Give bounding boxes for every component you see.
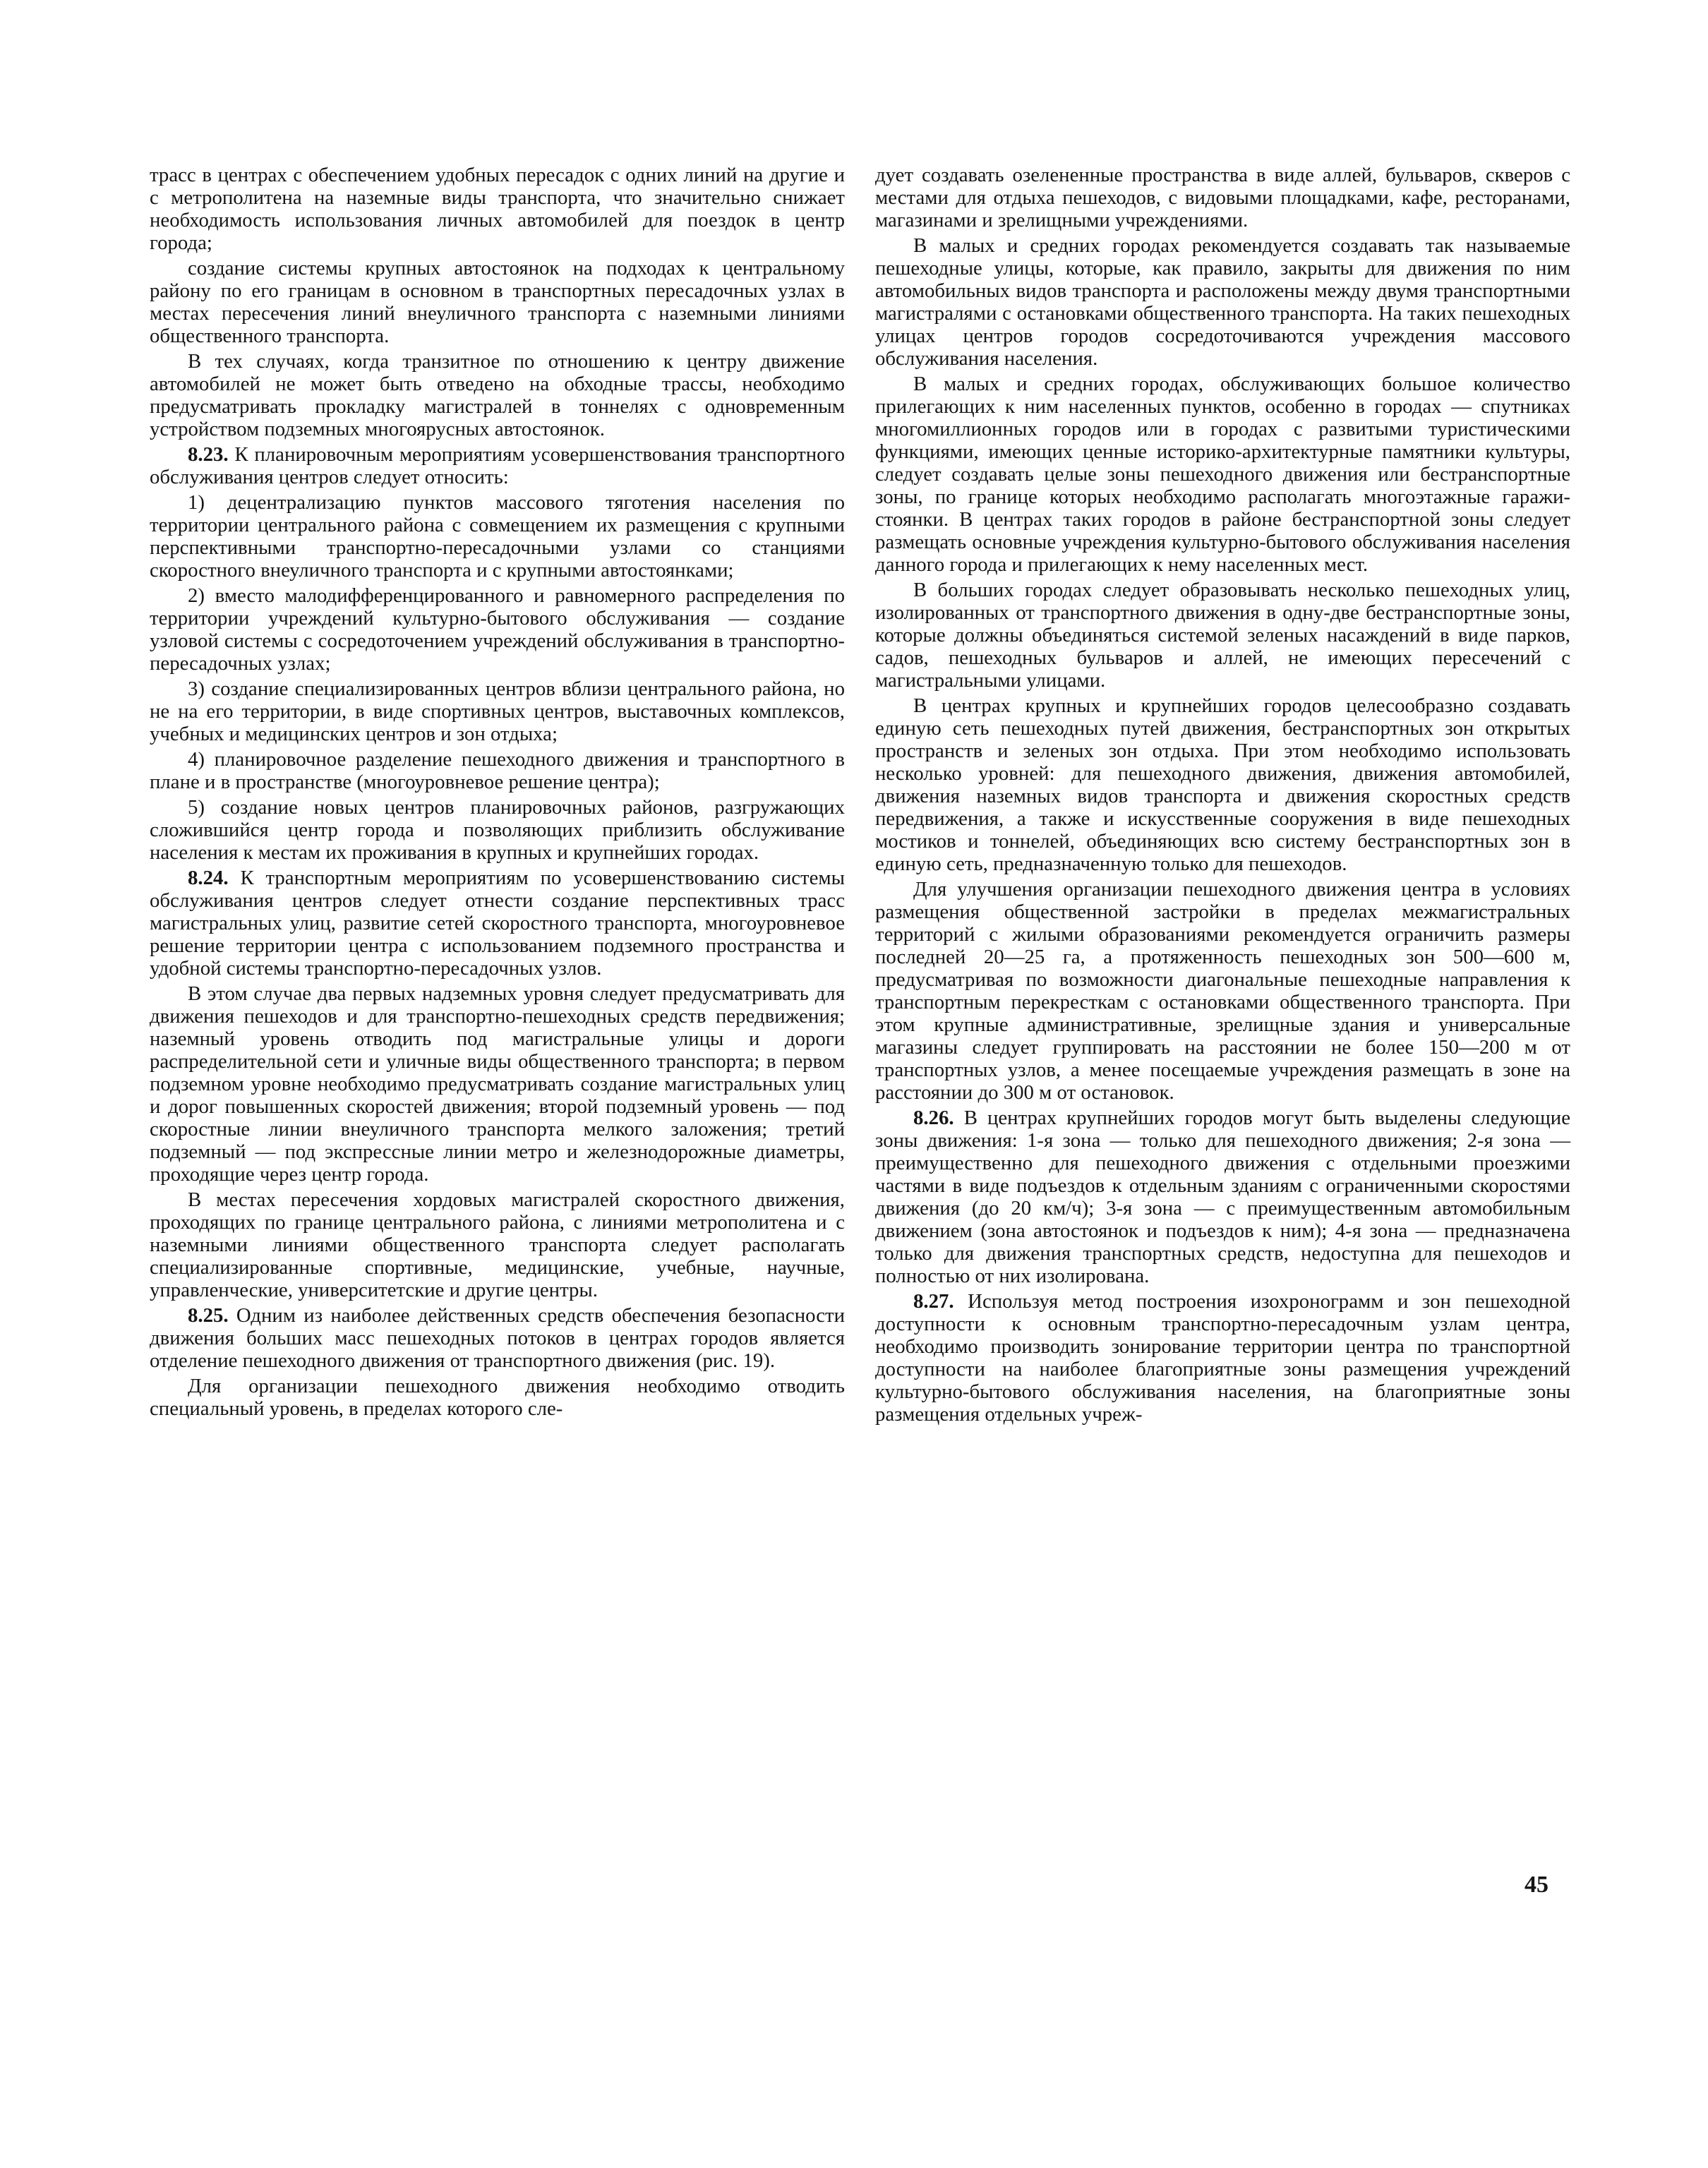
left-column <box>150 164 845 1423</box>
paragraph-text: Для улучшения организации пешеходного движения центра в условиях размещения общественной застройки в пределах межмагистральных территорий с жилыми образованиями рекомендуется ограничить размеры последней 20—25 га, а протяженность пешеходных зон 500—600 м, предусматривая по возможности диагональные пешеходные направления к транспортным перекресткам с остановками общественного транспорта. При этом крупные административные, зрелищные здания и универсальные магазины следует группировать на расстоянии не более 150—200 м от транспортных узлов, а менее посещаемые учреждения размещать в зоне на расстоянии до 300 м от остановок. <box>875 878 1570 1104</box>
paragraph <box>150 982 845 1186</box>
paragraph <box>150 678 845 745</box>
paragraph <box>875 694 1570 875</box>
paragraph <box>150 584 845 675</box>
section-number: 8.25. <box>188 1304 229 1327</box>
paragraph-text: создание системы крупных автостоянок на подходах к центральному району по его границам в основном в транспортных пересадочных узлах в местах пересечения линий внеуличного транспорта с наземными линиями общественного транспорта. <box>150 257 845 347</box>
paragraph <box>875 164 1570 231</box>
paragraph-text: 3) создание специализированных центров вблизи центрального района, но не на его территории, в виде спортивных центров, выставочных комплексов, учебных и медицинских центров и зон отдыха; <box>150 678 845 745</box>
paragraph <box>150 867 845 980</box>
paragraph-text: Одним из наиболее действенных средств обеспечения безопасности движения больших масс пешеходных потоков в центрах городов является отделение пешеходного движения от транспортного движения (рис. 19). <box>150 1304 845 1372</box>
paragraph <box>875 1290 1570 1426</box>
paragraph-text: 1) децентрализацию пунктов массового тяготения населения по территории центрального района с совмещением их размещения с крупными перспективными транспортно-пересадочными узлами со станциями скоростного внеуличного транспорта и с крупными автостоянками; <box>150 491 845 582</box>
paragraph-text: дует создавать озелененные пространства в виде аллей, бульваров, скверов с местами для отдыха пешеходов, с видовыми площадками, кафе, ресторанами, магазинами и зрелищными учреждениями. <box>875 164 1570 231</box>
section-number: 8.23. <box>188 443 229 466</box>
paragraph <box>150 748 845 793</box>
paragraph <box>875 878 1570 1104</box>
paragraph-text: В местах пересечения хордовых магистралей скоростного движения, проходящих по границе центрального района, с линиями метрополитена и с наземными линиями общественного транспорта следует располагать специализированные спортивные, медицинские, учебные, научные, управленческие, университетские и другие центры. <box>150 1188 845 1301</box>
paragraph-text: 5) создание новых центров планировочных районов, разгружающих сложившийся центр города и позволяющих приблизить обслуживание населения к местам их проживания в крупных и крупнейших городах. <box>150 796 845 864</box>
paragraph <box>875 1107 1570 1287</box>
paragraph <box>150 1188 845 1301</box>
section-number: 8.27. <box>913 1290 954 1313</box>
section-number: 8.24. <box>188 867 229 889</box>
paragraph <box>150 164 845 254</box>
paragraph-text: В этом случае два первых надземных уровня следует предусматривать для движения пешеходов и для транспортно-пешеходных средств передвижения; наземный уровень отводить под магистральные улицы и дороги распределительной сети и уличные виды общественного транспорта; в первом подземном уровне необходимо предусматривать создание магистральных улиц и дорог повышенных скоростей движения; второй подземный уровень — под скоростные линии внеуличного транспорта мелкого заложения; третий подземный — под экспрессные линии метро и железнодорожные диаметры, проходящие через центр города. <box>150 982 845 1186</box>
page-number: 45 <box>1524 1872 1548 1898</box>
paragraph <box>150 491 845 582</box>
paragraph-text: В малых и средних городах рекомендуется создавать так называемые пешеходные улицы, которые, как правило, закрыты для движения по ним автомобильных видов транспорта и расположены между двумя транспортными магистралями с остановками общественного транспорта. На таких пешеходных улицах центров городов сосредоточиваются учреждения массового обслуживания населения. <box>875 234 1570 370</box>
paragraph-text: В тех случаях, когда транзитное по отношению к центру движение автомобилей не может быть отведено на обходные трассы, необходимо предусматривать прокладку магистралей в тоннелях с одновременным устройством подземных многоярусных автостоянок. <box>150 350 845 440</box>
paragraph <box>150 443 845 488</box>
paragraph-text: В малых и средних городах, обслуживающих большое количество прилегающих к ним населенных пунктов, особенно в городах — спутниках многомиллионных городов или в городах с развитыми туристическими функциями, имеющих ценные историко-архитектурные памятники культуры, следует создавать целые зоны пешеходного движения или бестранспортные зоны, по границе которых необходимо располагать многоэтажные гаражи-стоянки. В центрах таких городов в районе бестранспортной зоны следует размещать основные учреждения культурно-бытового обслуживания населения данного города и прилегающих к нему населенных мест. <box>875 373 1570 576</box>
paragraph <box>150 1375 845 1420</box>
paragraph <box>875 234 1570 370</box>
paragraph-text: Используя метод построения изохронограмм и зон пешеходной доступности к основным транспортно-пересадочным узлам центра, необходимо производить зонирование территории центра по транспортной доступности на наиболее благоприятные зоны размещения учреждений культурно-бытового обслуживания населения, на благоприятные зоны размещения отдельных учреж- <box>875 1290 1570 1426</box>
paragraph-text: Для организации пешеходного движения необходимо отводить специальный уровень, в пределах которого сле- <box>150 1375 845 1420</box>
paragraph-text: В центрах крупнейших городов могут быть выделены следующие зоны движения: 1-я зона — только для пешеходного движения; 2-я зона — преимущественно для пешеходного движения с отдельными проезжими частями в виде подъездов к отдельным зданиям с ограниченными скоростями движения (до 20 км/ч); 3-я зона — с преимущественным автомобильным движением (зона автостоянок и подъездов к ним); 4-я зона — предназначена только для движения транспортных средств, недоступна для пешеходов и полностью от них изолирована. <box>875 1107 1571 1287</box>
paragraph <box>150 796 845 864</box>
section-number: 8.26. <box>913 1107 954 1129</box>
paragraph-text: 4) планировочное разделение пешеходного движения и транспортного в плане и в пространстве (многоуровневое решение центра); <box>150 748 845 793</box>
paragraph-text: К транспортным мероприятиям по усовершенствованию системы обслуживания центров следует отнести создание перспективных трасс магистральных улиц, развитие сетей скоростного транспорта, многоуровневое решение территории центра с использованием подземного пространства и удобной системы транспортно-пересадочных узлов. <box>150 867 845 980</box>
paragraph <box>150 350 845 440</box>
paragraph <box>875 373 1570 576</box>
paragraph-text: 2) вместо малодифференцированного и равномерного распределения по территории учреждений культурно-бытового обслуживания — создание узловой системы с сосредоточением учреждений обслуживания в транспортно-пересадочных узлах; <box>150 584 845 675</box>
right-column <box>875 164 1570 1428</box>
paragraph <box>150 257 845 347</box>
paragraph <box>150 1304 845 1372</box>
paragraph <box>875 579 1570 692</box>
paragraph-text: В центрах крупных и крупнейших городов целесообразно создавать единую сеть пешеходных путей движения, бестранспортных зон открытых пространств и зеленых зон отдыха. При этом необходимо использовать несколько уровней: для пешеходного движения, движения автомобилей, движения наземных видов транспорта и движения скоростных средств передвижения, а также и искусственные сооружения в виде пешеходных мостиков и тоннелей, объединяющих всю систему бестранспортных зон в единую сеть, предназначенную только для пешеходов. <box>875 694 1570 875</box>
paragraph-text: К планировочным мероприятиям усовершенствования транспортного обслуживания центров следует относить: <box>150 443 845 488</box>
paragraph-text: трасс в центрах с обеспечением удобных пересадок с одних линий на другие и с метрополитена на наземные виды транспорта, что значительно снижает необходимость использования личных автомобилей для поездок в центр города; <box>150 164 845 254</box>
paragraph-text: В больших городах следует образовывать несколько пешеходных улиц, изолированных от транспортного движения в одну-две бестранспортные зоны, которые должны объединяться системой зеленых насаждений в виде парков, садов, пешеходных бульваров и аллей, не имеющих пересечений с магистральными улицами. <box>875 579 1570 692</box>
